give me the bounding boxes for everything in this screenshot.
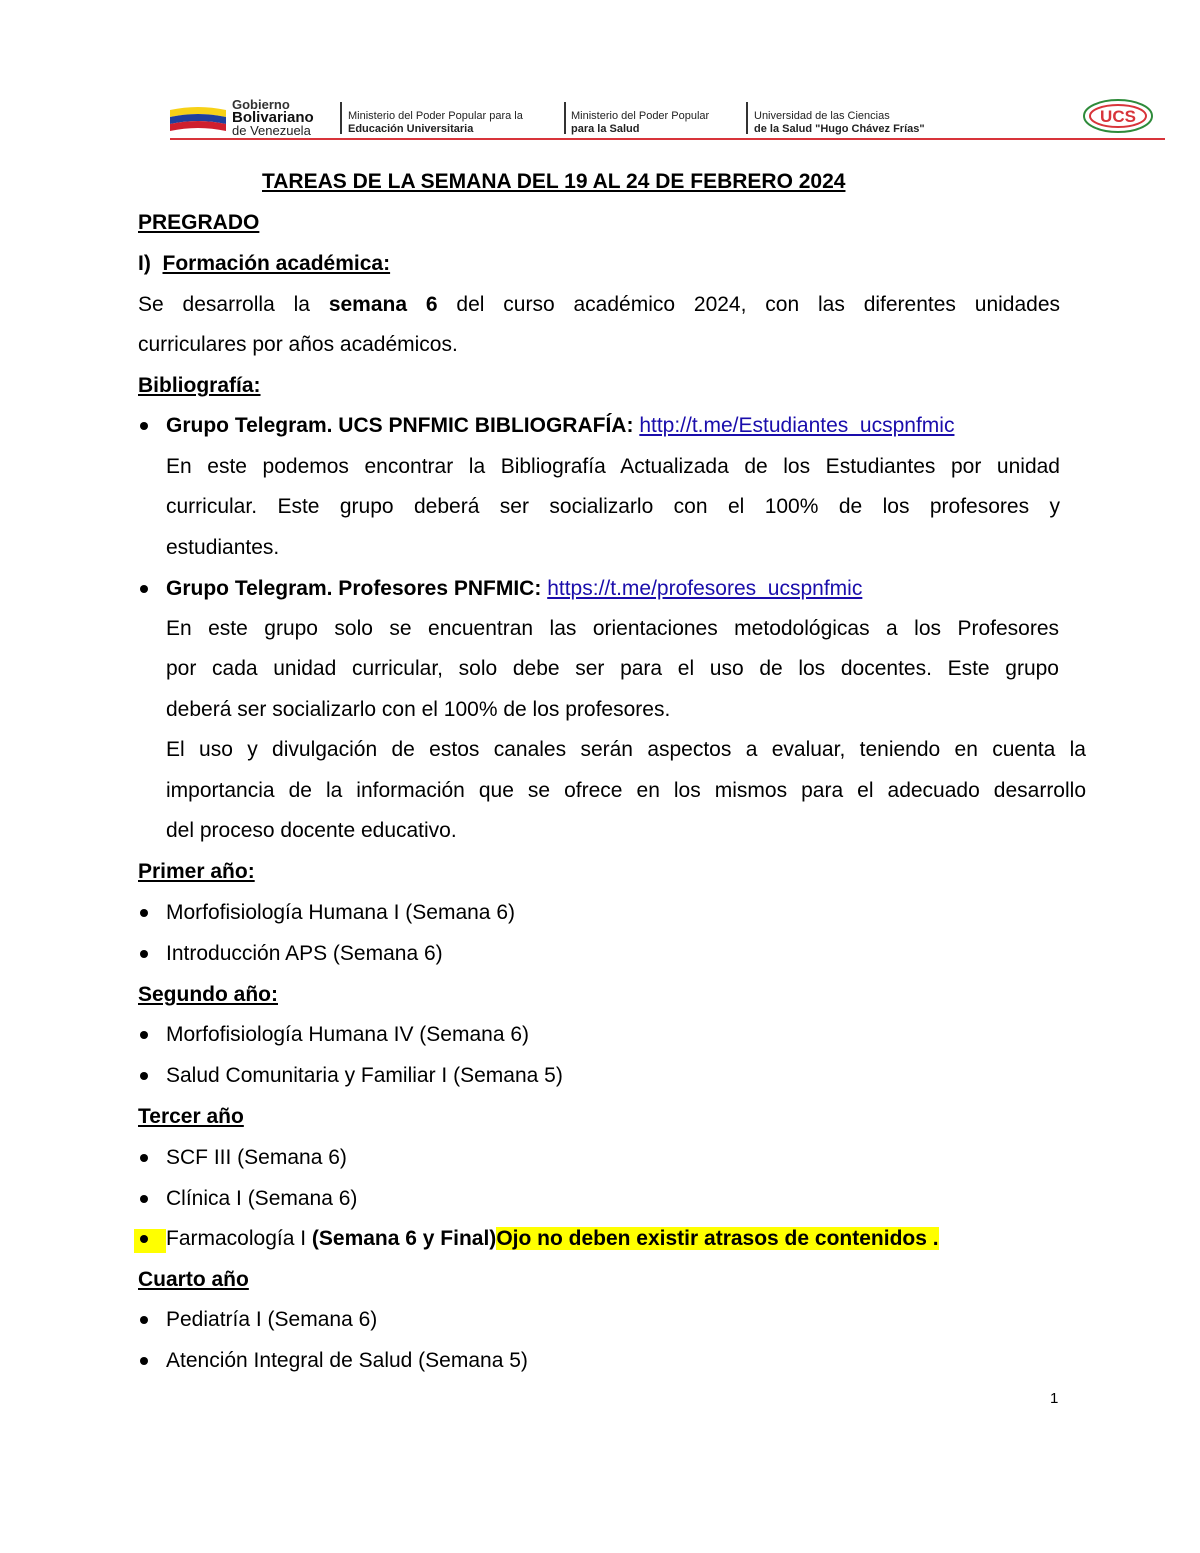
list-item: Clínica I (Semana 6): [166, 1187, 358, 1210]
ministry-health-line-2: para la Salud: [571, 123, 640, 135]
year-1-heading: Primer año:: [138, 860, 255, 883]
intro-paragraph-line-2: curriculares por años académicos.: [138, 333, 458, 356]
bullet-icon: [140, 585, 148, 593]
bullet-highlight: [134, 1229, 166, 1253]
subsection-heading: [138, 252, 390, 276]
telegram-group-2: [166, 577, 862, 601]
group-1-label: Grupo Telegram. UCS PNFMIC BIBLIOGRAFÍA:: [166, 414, 634, 437]
year-3-heading: Tercer año: [138, 1105, 244, 1128]
list-item: Pediatría I (Semana 6): [166, 1308, 378, 1331]
ucs-logo-icon: [1082, 98, 1154, 134]
group-2-link[interactable]: https://t.me/profesores_ucspnfmic: [547, 577, 863, 600]
subsection-number: I): [138, 252, 151, 275]
bullet-icon: [140, 1195, 148, 1203]
list-item: Atención Integral de Salud (Semana 5): [166, 1349, 528, 1372]
ministry-health: [571, 110, 709, 136]
bullet-icon: [140, 1316, 148, 1324]
bullet-icon: [140, 950, 148, 958]
svg-text:UCS: UCS: [1100, 107, 1136, 126]
intro-paragraph-line-1: [138, 293, 1060, 317]
university-line-2: de la Salud "Hugo Chávez Frías": [754, 123, 925, 135]
bullet-icon: [140, 1031, 148, 1039]
item-text: Farmacología I: [166, 1227, 307, 1250]
usage-line-3: del proceso docente educativo.: [166, 819, 457, 842]
group-2-label: Grupo Telegram. Profesores PNFMIC:: [166, 577, 542, 600]
list-item-highlighted: [166, 1227, 939, 1251]
group-1-desc-line-1: En este podemos encontrar la Bibliografía Actualizada de los Estudiantes por unidad: [166, 455, 1060, 478]
list-item: Morfofisiología Humana I (Semana 6): [166, 901, 515, 924]
usage-line-1: El uso y divulgación de estos canales serán aspectos a evaluar, teniendo en cuenta la: [166, 738, 1086, 761]
group-1-desc-line-3: estudiantes.: [166, 536, 280, 559]
group-1-link[interactable]: http://t.me/Estudiantes_ucspnfmic: [639, 414, 955, 437]
list-item: Morfofisiología Humana IV (Semana 6): [166, 1023, 529, 1046]
header-divider: [746, 102, 748, 134]
group-1-desc-line-2: curricular. Este grupo deberá ser socializarlo con el 100% de los profesores y: [166, 495, 1060, 518]
university-name: [754, 110, 925, 136]
header-divider: [340, 102, 342, 134]
ministry-education: [348, 110, 523, 136]
group-2-desc-line-3: deberá ser socializarlo con el 100% de los profesores.: [166, 698, 671, 721]
year-2-heading: Segundo año:: [138, 983, 278, 1006]
telegram-group-1: [166, 414, 954, 438]
header-divider: [564, 102, 566, 134]
list-item: SCF III (Semana 6): [166, 1146, 347, 1169]
government-logo-text: [232, 98, 314, 137]
venezuela-flag-icon: [170, 104, 226, 132]
year-4-heading: Cuarto año: [138, 1268, 249, 1291]
letterhead: [170, 96, 1165, 142]
group-2-desc-line-2: por cada unidad curricular, solo debe ser para el uso de los docentes. Este grupo: [166, 657, 1059, 680]
gov-line-3: de Venezuela: [232, 123, 311, 138]
bullet-icon: [140, 1154, 148, 1162]
gov-line-1: Gobierno: [232, 97, 290, 112]
bullet-icon: [140, 909, 148, 917]
group-2-desc-line-1: En este grupo solo se encuentran las orientaciones metodológicas a los Profesores: [166, 617, 1059, 640]
gov-line-2: Bolivariano: [232, 109, 314, 126]
highlighted-warning: Ojo no deben existir atrasos de contenidos .: [496, 1227, 939, 1250]
ministry-education-line-1: Ministerio del Poder Popular para la: [348, 110, 523, 122]
bibliography-heading: Bibliografía:: [138, 374, 261, 397]
list-item: Introducción APS (Semana 6): [166, 942, 443, 965]
ministry-health-line-1: Ministerio del Poder Popular: [571, 110, 710, 122]
bullet-icon: [140, 1357, 148, 1365]
intro-text: Se desarrolla la: [138, 293, 310, 316]
subsection-title: Formación académica:: [162, 252, 391, 275]
intro-bold-text: semana 6: [328, 293, 438, 316]
bullet-icon: [140, 422, 148, 430]
intro-text: del curso académico 2024, con las diferentes unidades: [456, 293, 1061, 316]
page-number: 1: [1050, 1390, 1059, 1407]
usage-line-2: importancia de la información que se ofrece en los mismos para el adecuado desarrollo: [166, 779, 1086, 802]
university-line-1: Universidad de las Ciencias: [754, 110, 890, 122]
list-item: Salud Comunitaria y Familiar I (Semana 5): [166, 1064, 563, 1087]
bullet-icon: [140, 1072, 148, 1080]
section-heading: PREGRADO: [138, 211, 260, 234]
header-rule: [170, 138, 1165, 140]
ministry-education-line-2: Educación Universitaria: [348, 123, 474, 135]
item-bold-text: (Semana 6 y Final): [311, 1227, 497, 1250]
bullet-icon: [140, 1235, 148, 1243]
document-title: TAREAS DE LA SEMANA DEL 19 AL 24 DE FEBRERO 2024: [262, 170, 846, 193]
